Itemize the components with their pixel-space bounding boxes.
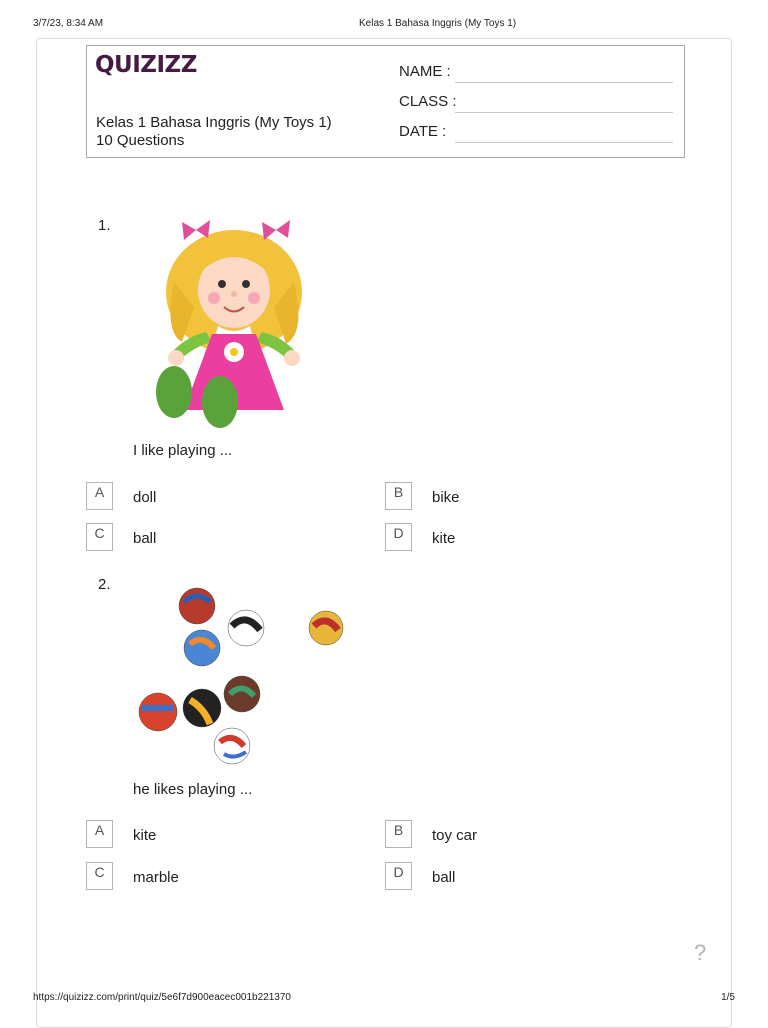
- print-header: [33, 18, 735, 32]
- name-field[interactable]: [399, 63, 673, 83]
- worksheet-header: [86, 45, 685, 158]
- option-text: ball: [133, 530, 157, 547]
- quiz-title: Kelas 1 Bahasa Inggris (My Toys 1): [96, 114, 332, 131]
- print-page-number: 1/5: [721, 992, 735, 1003]
- option-d[interactable]: [385, 523, 645, 553]
- option-b[interactable]: [385, 482, 645, 512]
- option-text: marble: [133, 869, 179, 886]
- option-letter: A: [86, 820, 113, 848]
- marbles-icon: [134, 582, 354, 767]
- print-url: https://quizizz.com/print/quiz/5e6f7d900eacec001b221370: [33, 992, 291, 1003]
- option-letter: C: [86, 523, 113, 551]
- option-text: ball: [432, 869, 456, 886]
- option-c[interactable]: [86, 862, 346, 892]
- option-letter: C: [86, 862, 113, 890]
- question-text: I like playing ...: [133, 442, 233, 459]
- question-text: he likes playing ...: [133, 781, 253, 798]
- option-c[interactable]: [86, 523, 346, 553]
- name-label: NAME :: [399, 63, 451, 80]
- print-footer: [33, 992, 735, 1006]
- option-text: kite: [432, 530, 456, 547]
- quizizz-logo: QUIZIZZ: [95, 52, 197, 78]
- option-text: kite: [133, 827, 157, 844]
- question-number: 2.: [98, 576, 111, 593]
- print-doc-title: Kelas 1 Bahasa Inggris (My Toys 1): [359, 18, 517, 29]
- question-number: 1.: [98, 217, 111, 234]
- option-letter: B: [385, 482, 412, 510]
- doll-icon: [134, 212, 354, 437]
- date-field[interactable]: [399, 123, 673, 143]
- date-line: [455, 142, 673, 143]
- option-text: toy car: [432, 827, 478, 844]
- help-icon[interactable]: ?: [694, 940, 707, 965]
- option-letter: D: [385, 862, 412, 890]
- option-text: bike: [432, 489, 460, 506]
- name-line: [455, 82, 673, 83]
- class-field[interactable]: [399, 93, 673, 113]
- option-letter: A: [86, 482, 113, 510]
- date-label: DATE :: [399, 123, 447, 140]
- class-label: CLASS :: [399, 93, 457, 110]
- option-letter: B: [385, 820, 412, 848]
- question-count: 10 Questions: [96, 132, 185, 149]
- class-line: [455, 112, 673, 113]
- option-text: doll: [133, 489, 157, 506]
- option-d[interactable]: [385, 862, 645, 892]
- option-a[interactable]: [86, 820, 346, 850]
- print-datetime: 3/7/23, 8:34 AM: [33, 18, 104, 29]
- option-a[interactable]: [86, 482, 346, 512]
- option-b[interactable]: [385, 820, 645, 850]
- option-letter: D: [385, 523, 412, 551]
